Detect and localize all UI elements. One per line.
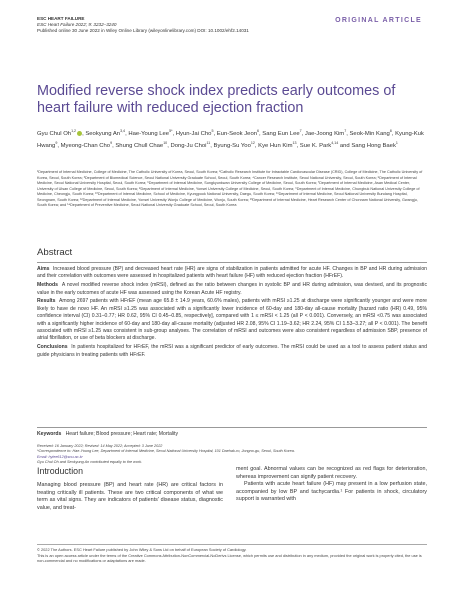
author-name: Myeong-Chan Cho (60, 143, 111, 150)
intro-paragraph-3: Patients with acute heart failure (HF) may present in a low perfusion state, accompanied by low BP and tachycardia.¹ For patients in shock, circulatory support is warranted with (236, 481, 427, 503)
conclusions-text: In patients hospitalized for HFrEF, the mRSI was a significant predictor of early outcomes. The mRSI could be used as a tool to assess patient status and guide physicians in treating patients with HFrEF. (37, 344, 427, 358)
author-name: Jae-Joong Kim (304, 130, 345, 137)
journal-header (37, 16, 249, 35)
received-dates: Received: 16 January 2022; Revised: 14 May 2022; Accepted: 3 June 2022 (37, 444, 163, 448)
abstract-methods (37, 282, 427, 297)
journal-name: ESC HEART FAILURE (37, 16, 85, 21)
author-affiliation-mark: 13 (292, 141, 297, 146)
email[interactable]: Email: hylee612@snu.ac.kr (37, 454, 83, 459)
author-affiliation-mark: 3,4 (120, 129, 126, 133)
abstract-conclusions (37, 344, 427, 359)
author-name: Hyun-Jai Cho (175, 130, 212, 137)
abstract-heading: Abstract (37, 247, 73, 258)
keywords-rule (37, 427, 427, 428)
abstract-body (37, 266, 427, 360)
author-affiliation-mark: 1,2 (71, 129, 77, 133)
affiliations: ¹Department of Internal Medicine, College of Medicine, The Catholic University of Korea, Seoul, South Korea; ²Catholic Research Institute for Intractable Cardiovascular Disease (CRID), College of Medicine, The Catholic University of Korea, Seoul, South Korea; ³Department of Biomedical Science, Seoul National University Graduate School, Seoul, South Korea; ⁴Cancer Research Institute, Seoul National University, Seoul, South Korea; ⁵Department of Internal Medicine, Seoul National University Hospital, Seoul, South Korea; ⁶Department of Internal Medicine, Sungkyunkwan University College of Medicine, Seoul, South Korea; ⁷Department of Internal Medicine, Asan Medical Center, University of Ulsan College of Medicine, Seoul, South Korea; ⁸Department of Internal Medicine, Yonsei University College of Medicine, Seoul, South Korea; ⁹Department of Internal Medicine, Chungbuk National University College of Medicine, Cheongju, South Korea; ¹⁰Department of Internal Medicine, School of Medicine, Kyungpook National University, Daegu, South Korea; ¹¹Department of Internal Medicine, Seoul National University Bundang Hospital, Seongnam, South Korea; ¹²Department of Internal Medicine, Yonsei University Wonju College of Medicine, Wonju, South Korea; ¹³Department of Internal Medicine, Heart Research Center of Chonnam National University, Gwangju, South Korea; and ¹⁴Department of Preventive Medicine, Seoul National University Graduate School, Seoul, South Korea (37, 170, 423, 207)
footer-rule (37, 544, 427, 545)
methods-text: A novel modified reverse shock index (mRSI), defined as the ratio between changes in systolic BP and HR during admission, was devised, and its prognostic value in the early outcomes of acute HF was assessed using the Korean Acute HF registry. (37, 282, 427, 296)
results-text: Among 2697 patients with HFrEF (mean age 65.8 ± 14.9 years, 60.6% males), patients with mRSI ≥1.25 at discharge were significantly younger and were more likely to have de novo HF. An mRSI ≥1.25 was associated with a significantly lower incidence of 60-day and 180-day all-cause mortality [hazard ratio (HR) 0.49, 95% confidence interval (CI) 0.31–0.77; HR 0.62, 95% CI 0.45–0.85, respectively], compared with 1 ≤ mRSI < 1.25 (all P < 0.001). Conversely, an mRSI <0.75 was associated with a significantly higher incidence of 60-day and 180-day all-cause mortality (adjusted HR 2.08, 95% CI 1.19–3.62; HR 2.24, 95% CI 1.53–3.27; all P < 0.001). The benefit associated with mRSI ≥1.25 was consistent in sub-group analyses. The correlation of mRSI and outcomes were also consistent regardless of admission SBP, presence of atrial fibrillation, or use of beta blockers at discharge. (37, 298, 427, 342)
author-name: Sang Hong Baek (351, 143, 396, 150)
author-name: Sue K. Park (299, 143, 332, 150)
citation: ESC Heart Failure 2022; 9: 3232–3240 (37, 22, 117, 28)
author-list: Gyu Chul Oh$^{1,2}$ , Seokyung An$^{3,4}$, Hae-Young Lee$^{5*}$, Hyun-Jai Cho$^5$, Eun-Seok Jeon$^6$, Sang Eun Lee$^7$, Jae-Joong Kim$^7$, Seok-Min Kang$^8$, Kyung-Kuk Hwang$^9$, Myeong-Chan Cho$^9$, Shung Chull Chae$^{10}$, Dong-Ju Choi$^{11}$, Byung-Su Yoo$^{12}$, Kye Hun Kim$^{13}$, Sue K. Park$^{4,14}$ and Sang Hong Baek$^1$ (37, 129, 424, 150)
author-affiliation-mark: 1 (395, 141, 398, 146)
keywords-text: Heart failure; Blood pressure; Heart rate; Mortality (65, 431, 179, 437)
author-name: Sang Eun Lee (262, 130, 300, 137)
author-affiliation-mark: 12 (250, 141, 255, 146)
author-affiliation-mark: 10 (163, 141, 168, 146)
author-affiliation-mark: 7 (299, 129, 302, 133)
abstract-results (37, 298, 427, 343)
keywords (37, 431, 427, 437)
keywords-label: Keywords (37, 431, 62, 437)
author-name: Byung-Su Yoo (213, 143, 251, 150)
page-footer (37, 547, 427, 564)
author-name: Seokyung An (85, 130, 121, 137)
article-title: Modified reverse shock index predicts early outcomes of heart failure with reduced ejection fraction (37, 83, 396, 116)
author-name: Shung Chull Chae (115, 143, 164, 150)
author-affiliation-mark: 7 (344, 129, 347, 133)
author-name: Seok-Min Kang (349, 130, 390, 137)
orcid-icon[interactable] (77, 131, 82, 136)
author-affiliation-mark: 5* (169, 129, 173, 133)
intro-paragraph-1: Managing blood pressure (BP) and heart rate (HR) are critical factors in treating critically ill patients. These are two critical components of what we term as vital signs. They are indicators of patients' disease status, diagnostic value, and treat- (37, 482, 223, 511)
abstract-aims (37, 266, 427, 281)
article-history (37, 444, 427, 466)
right-column (236, 466, 427, 504)
author-affiliation-mark: 8 (389, 129, 392, 133)
author-affiliation-mark: 4,14 (331, 141, 339, 146)
author-name: Kyung-Kuk Hwang (37, 130, 424, 150)
methods-label: Methods (37, 282, 58, 289)
author-name: Hae-Young Lee (128, 130, 170, 137)
conclusions-label: Conclusions (37, 344, 68, 351)
author-affiliation-mark: 5 (211, 129, 214, 133)
author-affiliation-mark: 6 (257, 129, 260, 133)
left-column (37, 466, 223, 512)
equal-contribution-note: Gyu Chul Oh and Seokyung An contributed equally to the work. (37, 460, 143, 465)
author-name: Eun-Seok Jeon (216, 130, 258, 137)
published-line: Published online 30 June 2022 in Wiley Online Library (wileyonlinelibrary.com) DOI: 10.1002/ehf2.14031 (37, 28, 249, 34)
author-affiliation-mark: 9 (55, 141, 58, 146)
author-name: Dong-Ju Choi (170, 143, 207, 150)
copyright: © 2022 The Authors. ESC Heart Failure published by John Wiley & Sons Ltd on behalf of European Society of Cardiology. (37, 547, 247, 552)
results-label: Results (37, 298, 56, 305)
author-affiliation-mark: 9 (110, 141, 113, 146)
license: This is an open access article under the terms of the Creative Commons Attribution-NonCommercial-NoDerivs License, which permits use and distribution in any medium, provided the original work is properly cited, the use is non-commercial and no modifications or adaptations are made. (37, 552, 422, 563)
aims-text: Increased blood pressure (BP) and decreased heart rate (HR) are signs of stabilization in patients admitted for acute HF. Changes in BP and HR during admission and their correlation with outcomes were assessed in hospitalized patients with heart failure (HF) with reduced ejection fraction (HFrEF). (37, 266, 427, 280)
author-name: Gyu Chul Oh (37, 130, 72, 137)
aims-label: Aims (37, 266, 50, 272)
article-type-label: ORIGINAL ARTICLE (335, 17, 422, 24)
author-name: Kye Hun Kim (258, 143, 293, 150)
correspondence: *Correspondence to: Hae-Young Lee, Department of Internal Medicine, Seoul National University Hospital, 101 Daehak-ro, Jongno-gu, Seoul, South Korea. (37, 449, 295, 454)
author-affiliation-mark: 11 (206, 141, 211, 146)
introduction-heading: Introduction (37, 466, 83, 476)
intro-paragraph-2: ment goal. Abnormal values can be recognized as red flags for deterioration, whereas improvement can signify patient recovery. (236, 466, 427, 480)
